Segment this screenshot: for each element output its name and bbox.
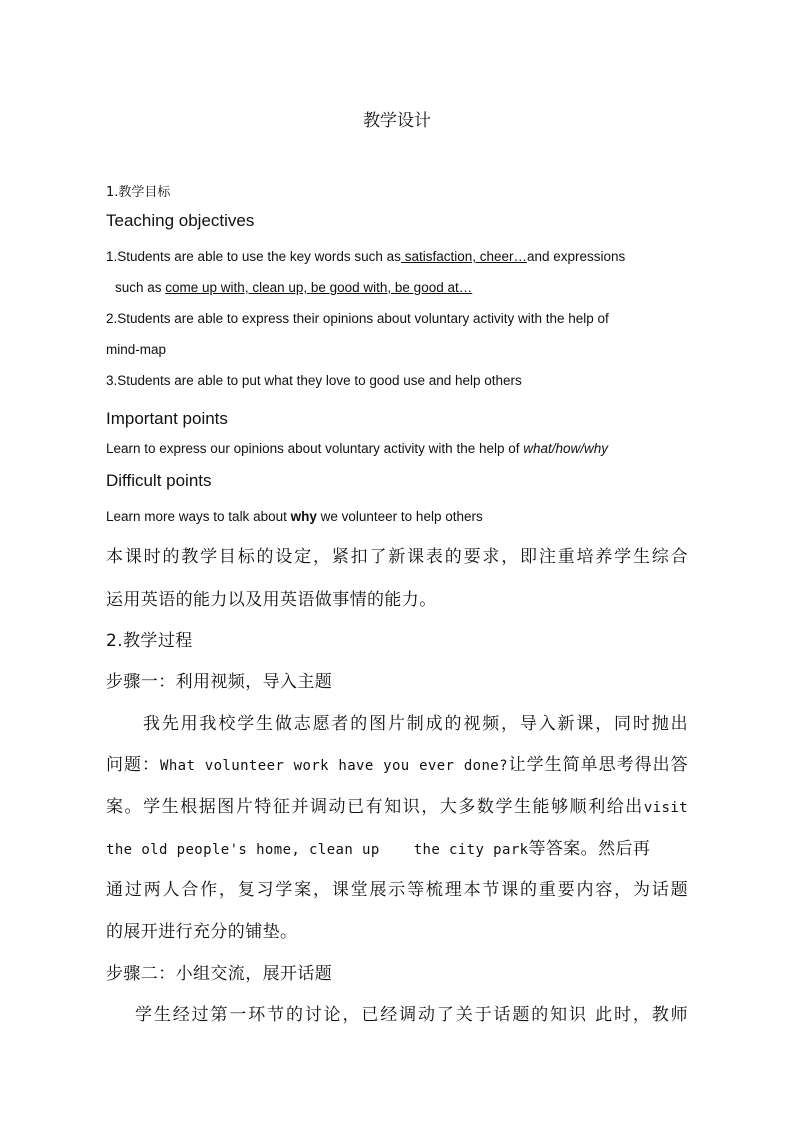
step1-para-line5: 通过两人合作，复习学案，课堂展示等梳理本节课的重要内容，为话题 bbox=[106, 880, 688, 900]
step1-para-line3 bbox=[106, 792, 688, 817]
important-points-prefix: Learn to express our opinions about voluntary activity with the help of bbox=[106, 441, 524, 456]
step1-para-line1: 我先用我校学生做志愿者的图片制成的视频，导入新课，同时抛出 bbox=[143, 714, 688, 734]
step1-para-line2 bbox=[106, 750, 688, 775]
objective-1-continued bbox=[115, 280, 472, 295]
difficult-points-bold: why bbox=[290, 509, 317, 524]
objective-1-keywords: satisfaction, cheer… bbox=[400, 249, 527, 264]
document-title: 教学设计 bbox=[363, 111, 431, 131]
summary-line-1: 本课时的教学目标的设定，紧扣了新课表的要求，即注重培养学生综合 bbox=[106, 547, 688, 567]
step1-para-line6: 的展开进行充分的铺垫。 bbox=[106, 922, 298, 942]
step1-line2-cn: 问题： bbox=[106, 755, 161, 775]
step1-line4-cn: 等答案。然后再 bbox=[528, 839, 651, 859]
objective-2-line1: 2.Students are able to express their opinions about voluntary activity with the help of bbox=[106, 311, 609, 326]
step1-line4-en1: the old people's home, clean up bbox=[106, 842, 380, 858]
important-points-italic: what/how/why bbox=[523, 441, 609, 456]
objective-1-expressions: come up with, clean up, be good with, be good at… bbox=[165, 280, 473, 295]
section1-heading: 1.教学目标 bbox=[106, 185, 171, 200]
difficult-points-prefix: Learn more ways to talk about bbox=[106, 509, 291, 524]
objective-1 bbox=[106, 249, 625, 264]
objective-2-line2: mind-map bbox=[106, 342, 167, 357]
step1-question: What volunteer work have you ever done? bbox=[160, 758, 508, 774]
summary-line-2: 运用英语的能力以及用英语做事情的能力。 bbox=[106, 590, 437, 610]
difficult-points-suffix: we volunteer to help others bbox=[316, 509, 483, 524]
objective-1-cont-prefix: such as bbox=[115, 280, 166, 295]
objective-1-suffix: and expressions bbox=[527, 249, 626, 264]
objective-1-prefix: 1.Students are able to use the key words such as bbox=[106, 249, 401, 264]
step1-line3-en: visit bbox=[643, 800, 688, 816]
step1-para-line4 bbox=[106, 834, 650, 859]
step1-heading: 步骤一：利用视频，导入主题 bbox=[106, 672, 333, 692]
section2-heading: 2.教学过程 bbox=[106, 631, 193, 651]
step2-para-line1: 学生经过第一环节的讨论，已经调动了关于话题的知识 此时，教师 bbox=[135, 1005, 688, 1025]
difficult-points-text bbox=[106, 509, 483, 524]
important-points-text bbox=[106, 441, 608, 456]
step1-line4-en2: the city park bbox=[413, 842, 529, 858]
step1-line3-cn: 案。学生根据图片特征并调动已有知识，大多数学生能够顺利给出 bbox=[106, 797, 644, 817]
teaching-objectives-heading: Teaching objectives bbox=[106, 211, 255, 230]
step1-line2-cn2: 让学生简单思考得出答 bbox=[507, 755, 689, 775]
objective-3: 3.Students are able to put what they love to good use and help others bbox=[106, 373, 522, 388]
important-points-heading: Important points bbox=[106, 409, 228, 428]
difficult-points-heading: Difficult points bbox=[106, 471, 212, 490]
step2-heading: 步骤二：小组交流，展开话题 bbox=[106, 964, 333, 984]
